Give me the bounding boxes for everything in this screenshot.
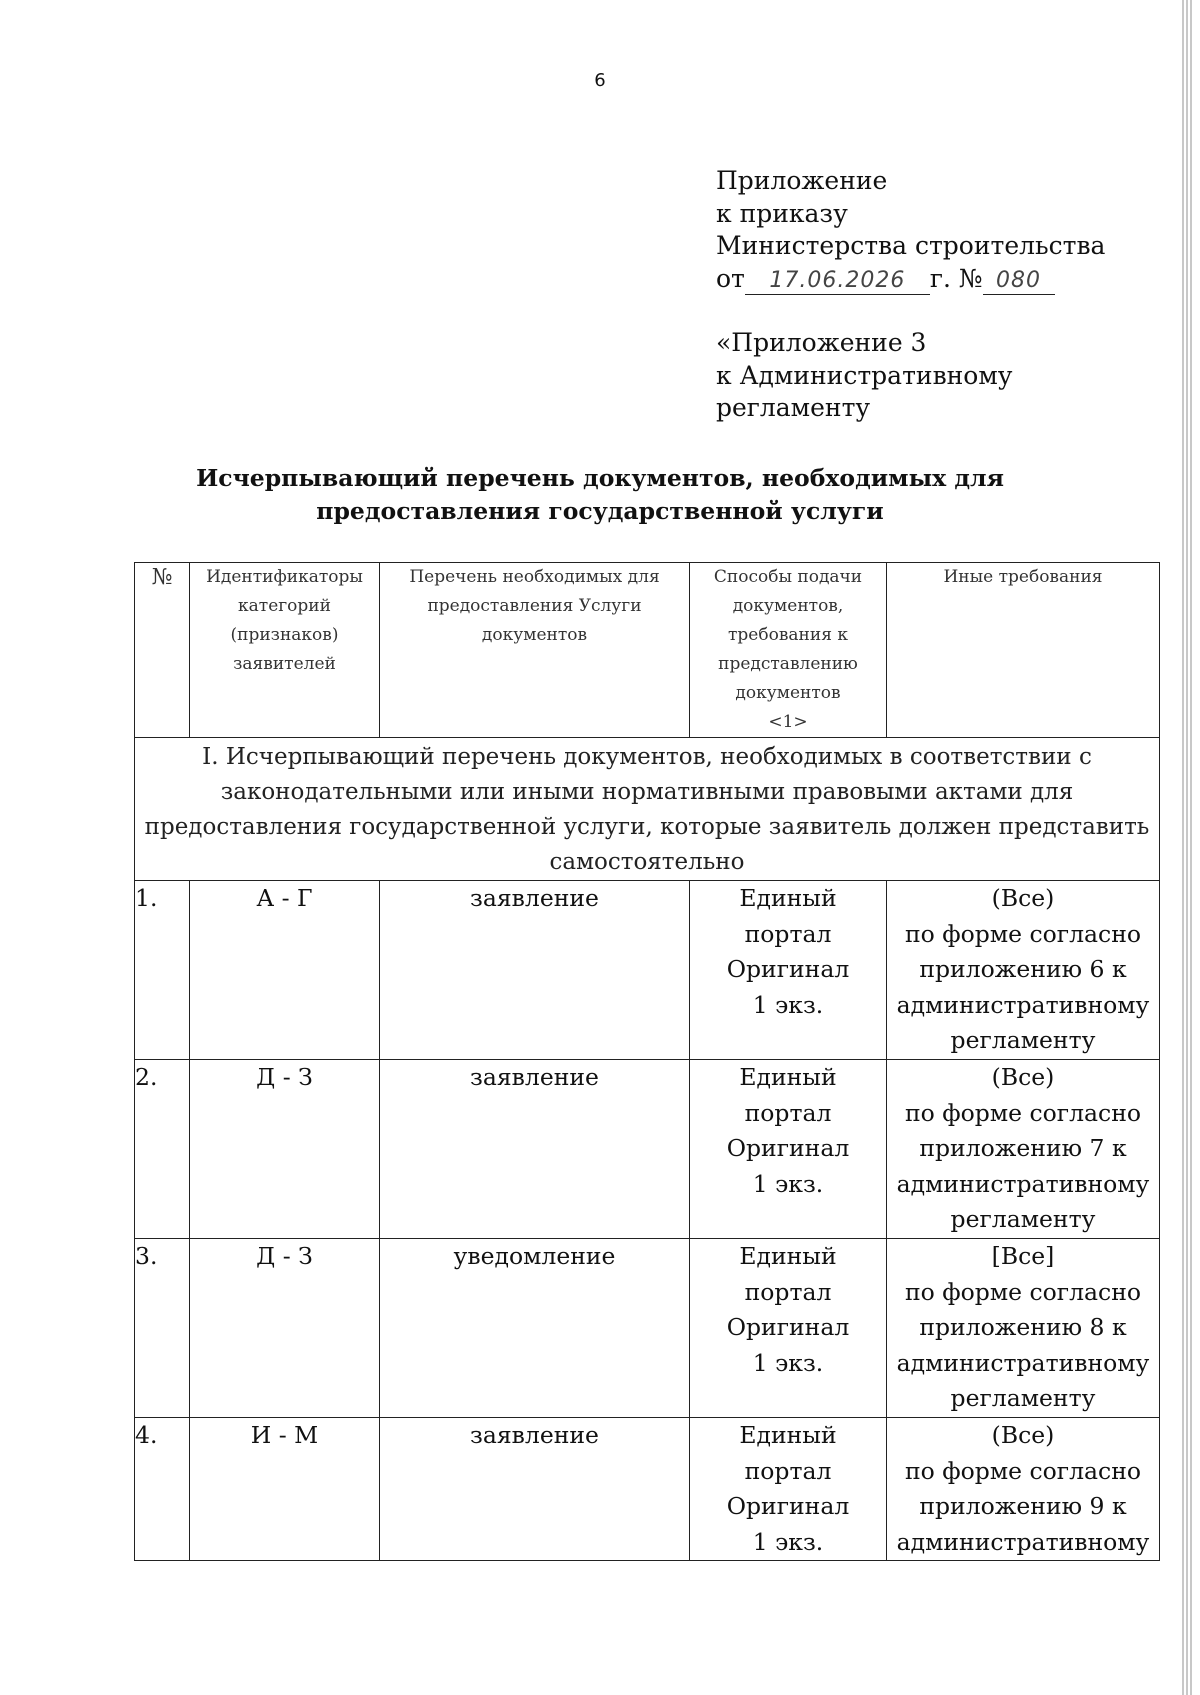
section-row <box>135 738 1160 881</box>
applicant-ids: И - М <box>190 1418 380 1561</box>
method-line: портал <box>744 1098 832 1127</box>
header-text: заявителей <box>233 654 336 674</box>
header-text: <1> <box>768 712 808 732</box>
applicant-ids: А - Г <box>190 881 380 1060</box>
header-text: Идентификаторы <box>206 567 363 587</box>
header-cell <box>887 563 1160 738</box>
document-name: заявление <box>380 1060 690 1239</box>
method-line: портал <box>744 919 832 948</box>
method-line: 1 экз. <box>752 1169 824 1198</box>
attachment-line: к приказу <box>716 198 848 228</box>
header-text: (признаков) <box>230 625 339 645</box>
requirement-line: приложению 7 к <box>919 1134 1127 1162</box>
header-text: Перечень необходимых для <box>409 567 660 587</box>
submission-method <box>690 1418 887 1561</box>
method-line: портал <box>744 1456 832 1485</box>
requirement-line: административному <box>896 1348 1150 1377</box>
header-text: требования к <box>728 625 848 645</box>
requirement-line: по форме согласно <box>904 1456 1142 1485</box>
method-line: Оригинал <box>726 1134 850 1162</box>
attachment-line: Министерства строительства <box>716 231 1106 260</box>
requirement-line: (Все) <box>991 884 1055 912</box>
header-text: Способы подачи <box>713 567 863 587</box>
document-name: заявление <box>380 881 690 1060</box>
table-header-row <box>135 563 1160 738</box>
requirement-line: приложению 8 к <box>919 1313 1127 1341</box>
requirement-line: [Все] <box>991 1242 1055 1270</box>
section-text: I. Исчерпывающий перечень документов, необходимых в соответствии с <box>202 744 1092 770</box>
requirement-line: регламенту <box>950 1205 1096 1233</box>
page-number: 6 <box>594 70 606 91</box>
documents-table <box>134 562 1160 1561</box>
submission-method <box>690 1239 887 1418</box>
header-text: категорий <box>238 596 331 616</box>
header-text: документов <box>735 683 841 703</box>
applicant-ids: Д - З <box>190 1060 380 1239</box>
header-cell <box>190 563 380 738</box>
attachment-date-line <box>716 263 1105 296</box>
row-number: 2. <box>135 1060 190 1239</box>
table-row <box>135 881 1160 1060</box>
header-text: № <box>151 565 173 590</box>
row-number: 4. <box>135 1418 190 1561</box>
table-row <box>135 1060 1160 1239</box>
other-requirements <box>887 881 1160 1060</box>
requirement-line: (Все) <box>991 1421 1055 1449</box>
other-requirements <box>887 1060 1160 1239</box>
section-text: самостоятельно <box>549 849 745 875</box>
method-line: Оригинал <box>726 1492 850 1520</box>
header-text: предоставления Услуги <box>427 596 642 616</box>
regulation-line: регламенту <box>716 393 871 422</box>
regulation-block <box>716 327 1013 425</box>
header-text: документов, <box>732 596 844 616</box>
document-title <box>150 462 1050 528</box>
requirement-line: регламенту <box>950 1384 1096 1412</box>
requirement-line: (Все) <box>991 1063 1055 1091</box>
requirement-line: по форме согласно <box>904 1277 1142 1306</box>
requirement-line: по форме согласно <box>904 919 1142 948</box>
regulation-line: к Административному <box>716 360 1013 390</box>
table-row <box>135 1239 1160 1418</box>
attachment-line: Приложение <box>716 166 888 195</box>
table-body <box>135 881 1160 1561</box>
requirement-line: регламенту <box>950 1026 1096 1054</box>
header-cell <box>690 563 887 738</box>
header-cell <box>135 563 190 738</box>
document-name: уведомление <box>380 1239 690 1418</box>
method-line: 1 экз. <box>752 990 824 1019</box>
method-line: Единый <box>739 1063 837 1091</box>
section-heading <box>135 738 1160 881</box>
year-suffix: г. № <box>929 263 983 293</box>
handwritten-order-number: 080 <box>983 268 1055 295</box>
header-text: Иные требования <box>943 567 1103 587</box>
row-number: 1. <box>135 881 190 1060</box>
title-line: предоставления государственной услуги <box>316 497 884 525</box>
header-text: представлению <box>718 654 858 674</box>
attachment-block <box>716 165 1105 295</box>
date-prefix: от <box>716 263 745 293</box>
header-text: документов <box>481 625 588 645</box>
method-line: Единый <box>739 1421 837 1449</box>
method-line: портал <box>744 1277 832 1306</box>
section-text: законодательными или иными нормативными правовыми актами для <box>220 779 1074 805</box>
row-number: 3. <box>135 1239 190 1418</box>
handwritten-date: 17.06.2026 <box>745 268 930 295</box>
requirement-line: приложению 6 к <box>919 955 1127 983</box>
requirement-line: административному <box>896 990 1150 1019</box>
applicant-ids: Д - З <box>190 1239 380 1418</box>
requirement-line: административному <box>896 1169 1150 1198</box>
header-cell <box>380 563 690 738</box>
method-line: Единый <box>739 1242 837 1270</box>
title-line: Исчерпывающий перечень документов, необходимых для <box>196 464 1004 492</box>
method-line: Оригинал <box>726 955 850 983</box>
other-requirements <box>887 1418 1160 1561</box>
method-line: Оригинал <box>726 1313 850 1341</box>
regulation-line: «Приложение 3 <box>716 328 927 357</box>
section-text: предоставления государственной услуги, которые заявитель должен представить <box>144 814 1150 840</box>
requirement-line: приложению 9 к <box>919 1492 1127 1520</box>
document-name: заявление <box>380 1418 690 1561</box>
method-line: 1 экз. <box>752 1527 824 1556</box>
requirement-line: административному <box>896 1527 1150 1556</box>
table-row <box>135 1418 1160 1561</box>
method-line: 1 экз. <box>752 1348 824 1377</box>
submission-method <box>690 881 887 1060</box>
submission-method <box>690 1060 887 1239</box>
other-requirements <box>887 1239 1160 1418</box>
requirement-line: по форме согласно <box>904 1098 1142 1127</box>
method-line: Единый <box>739 884 837 912</box>
